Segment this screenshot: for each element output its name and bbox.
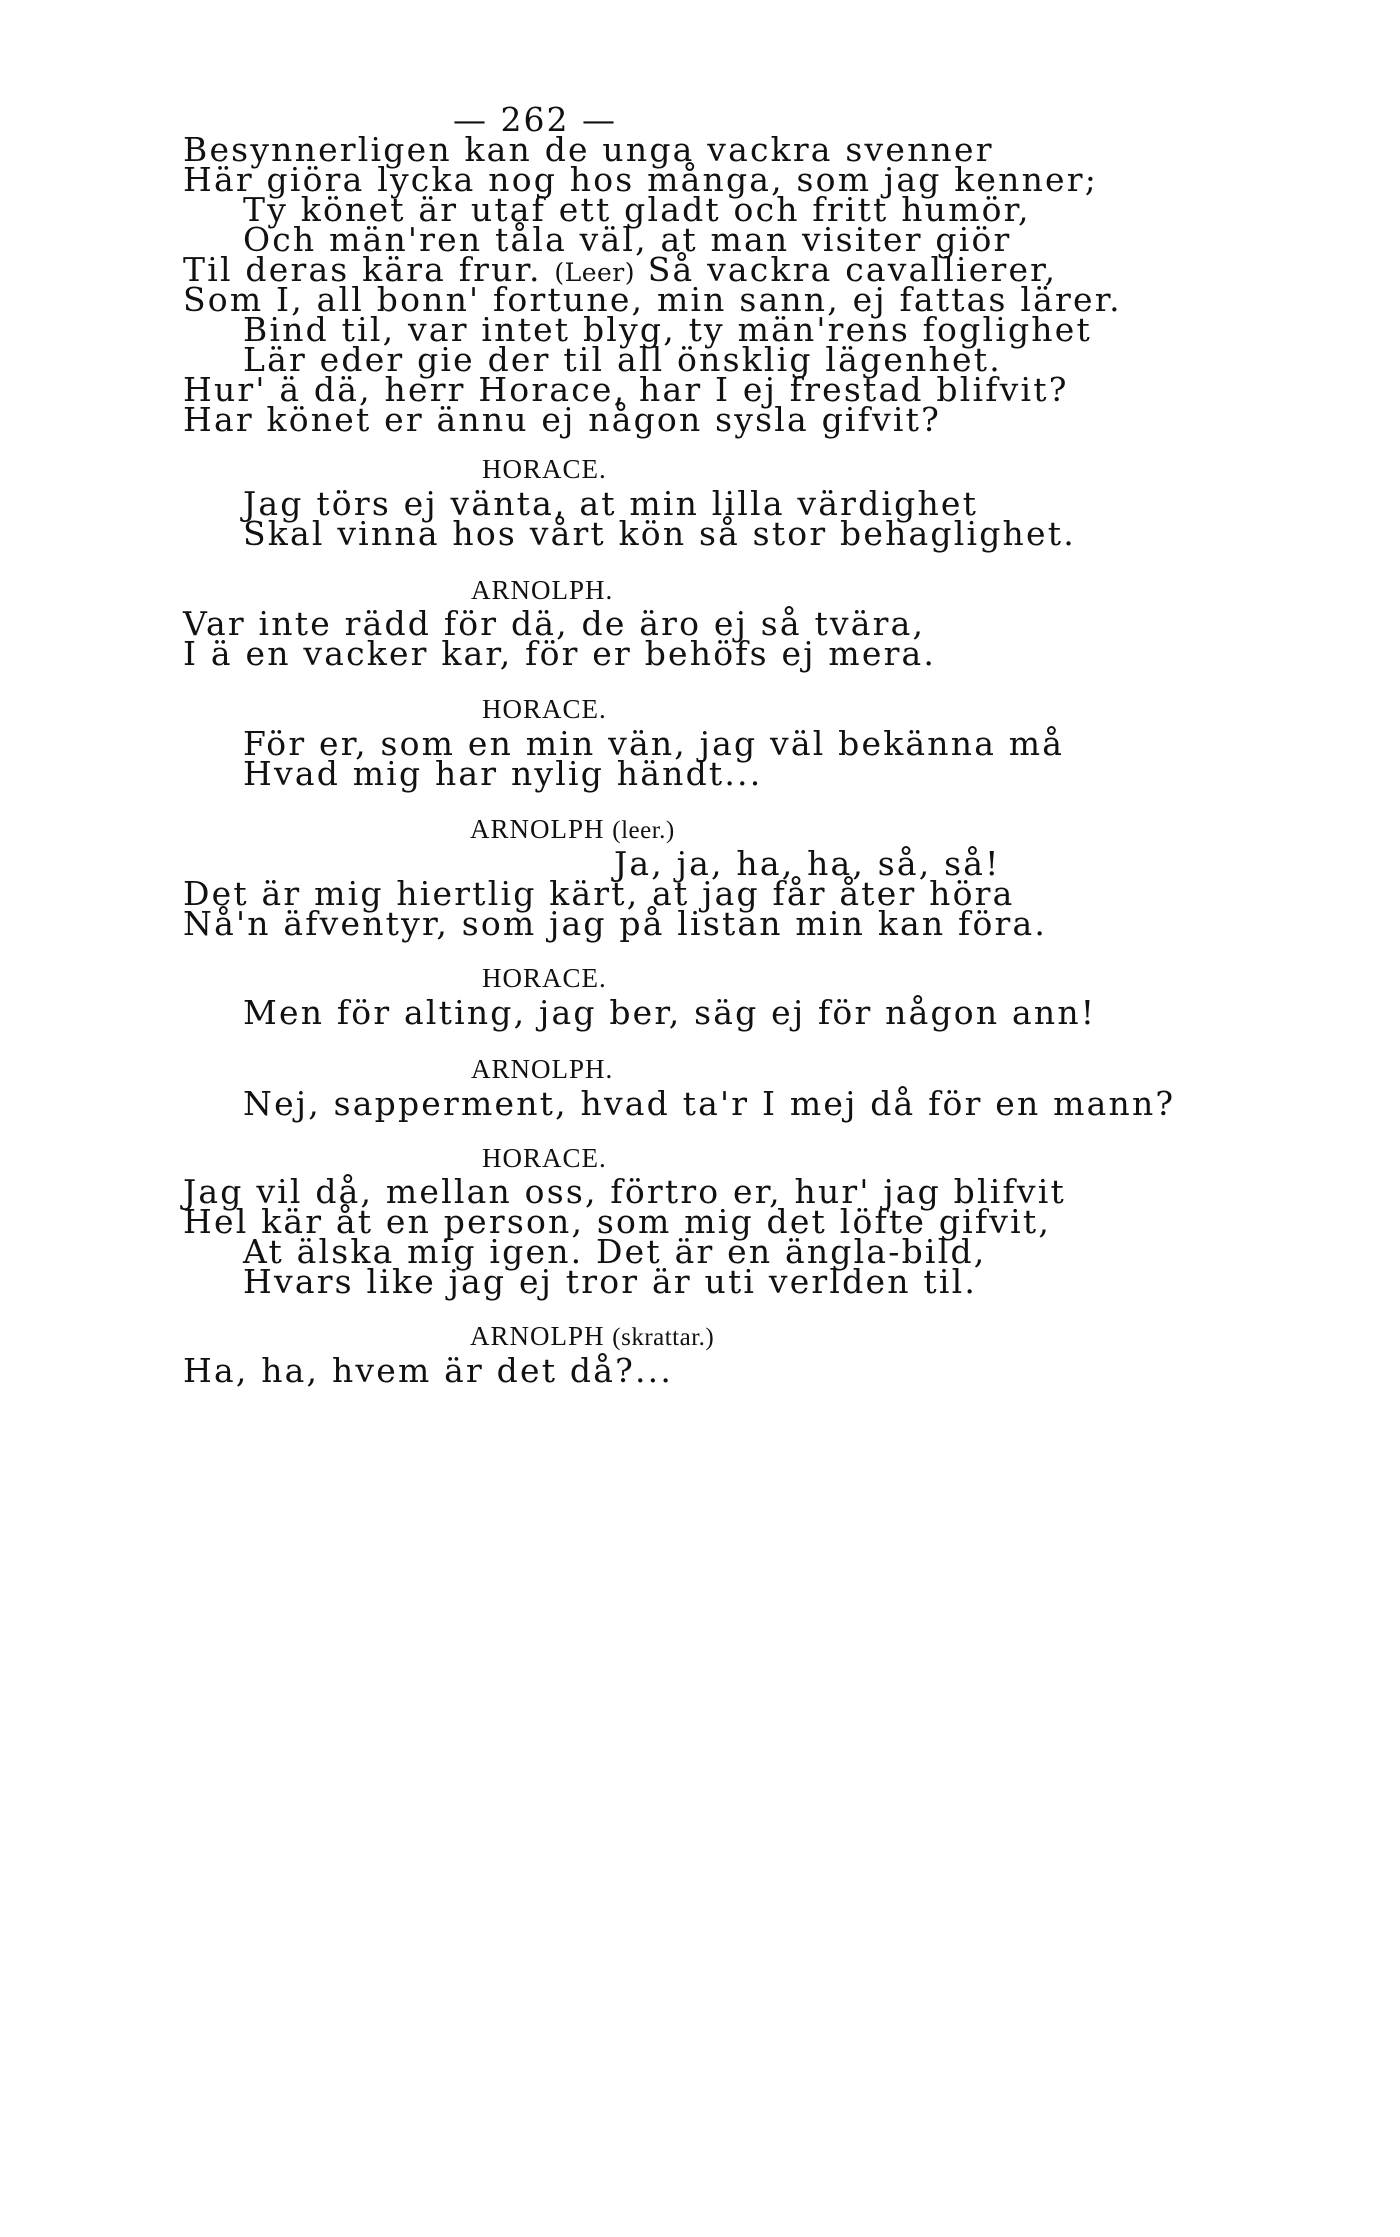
verse-line: Som I, all bonn' fortune, min sann, ej fattas lärer. bbox=[183, 280, 1122, 319]
stage-direction: (skrattar.) bbox=[612, 1324, 715, 1351]
verse-line: Jag törs ej vänta, at min lilla värdighet bbox=[243, 484, 979, 523]
verse-text: Til deras kära frur. bbox=[183, 250, 542, 289]
verse-line: I ä en vacker kar, för er behöfs ej mera. bbox=[183, 634, 937, 673]
speaker-label: ARNOLPH bbox=[470, 814, 605, 844]
page-number: — 262 — bbox=[453, 100, 617, 139]
stage-direction: (leer.) bbox=[612, 817, 675, 844]
verse-line: Och män'ren tåla väl, at man visiter giör bbox=[243, 220, 1012, 259]
verse-line: Här giöra lycka nog hos många, som jag kenner; bbox=[183, 160, 1099, 199]
verse-line: Nej, sapperment, hvad ta'r I mej då för en mann? bbox=[243, 1084, 1176, 1123]
verse-line: Bind til, var intet blyg, ty män'rens foglighet bbox=[243, 310, 1092, 349]
verse-line: At älska mig igen. Det är en ängla-bild, bbox=[243, 1232, 987, 1271]
verse-line: Besynnerligen kan de unga vackra svenner bbox=[183, 130, 994, 169]
verse-line: Men för alting, jag ber, säg ej för någon ann! bbox=[243, 993, 1097, 1032]
verse-line: För er, som en min vän, jag väl bekänna må bbox=[243, 724, 1065, 763]
speaker-name: ARNOLPH. bbox=[471, 1054, 614, 1084]
stage-direction: (Leer) bbox=[554, 258, 635, 287]
verse-line: Var inte rädd för dä, de äro ej så tvära, bbox=[183, 604, 926, 643]
speaker-name: HORACE. bbox=[482, 1143, 607, 1173]
speaker-name: HORACE. bbox=[482, 694, 607, 724]
speaker-name bbox=[470, 812, 675, 848]
verse-line: Hel kär åt en person, som mig det löfte gifvit, bbox=[183, 1202, 1052, 1241]
verse-line: Lär eder gie der til all önsklig lägenhet. bbox=[243, 340, 1002, 379]
verse-line: Har könet er ännu ej någon sysla gifvit? bbox=[183, 400, 942, 439]
verse-line: Ha, ha, hvem är det då?... bbox=[183, 1351, 674, 1390]
verse-line: Ja, ja, ha, ha, så, så! bbox=[614, 844, 1001, 883]
speaker-name bbox=[470, 1319, 714, 1355]
verse-line: Skal vinna hos vårt kön så stor behaglighet. bbox=[243, 514, 1076, 553]
verse-line: Hvars like jag ej tror är uti verlden til. bbox=[243, 1262, 978, 1301]
speaker-label: ARNOLPH bbox=[470, 1321, 605, 1351]
verse-line: Hur' ä dä, herr Horace, har I ej frestad blifvit? bbox=[183, 370, 1069, 409]
speaker-name: HORACE. bbox=[482, 454, 607, 484]
verse-line: Hvad mig har nylig händt... bbox=[243, 754, 763, 793]
speaker-name: ARNOLPH. bbox=[471, 575, 614, 605]
verse-line: Nå'n äfventyr, som jag på listan min kan föra. bbox=[183, 904, 1048, 943]
verse-text: Så vackra cavallierer, bbox=[647, 250, 1058, 289]
verse-line: Det är mig hiertlig kärt, at jag får åter höra bbox=[183, 874, 1015, 913]
verse-line: Jag vil då, mellan oss, förtro er, hur' jag blifvit bbox=[183, 1172, 1066, 1211]
speaker-name: HORACE. bbox=[482, 963, 607, 993]
verse-line: Ty könet är utaf ett gladt och fritt humör, bbox=[243, 190, 1031, 229]
